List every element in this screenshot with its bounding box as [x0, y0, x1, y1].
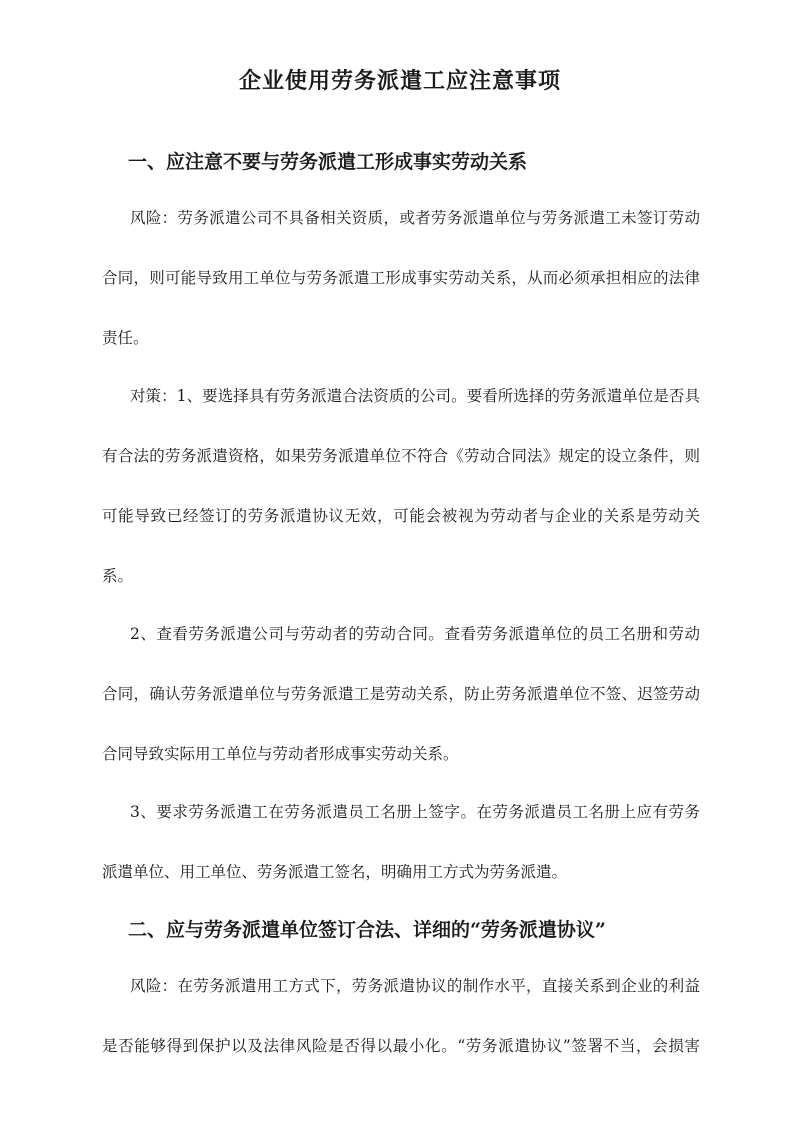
- paragraph-line: 可能导致已经签订的劳务派遣协议无效，可能会被视为劳动者与企业的关系是劳动关: [102, 507, 700, 525]
- paragraph-line: 是否能够得到保护以及法律风险是否得以最小化。“劳务派遣协议”签署不当，会损害: [102, 1037, 700, 1055]
- paragraph-line: 风险：在劳务派遣用工方式下，劳务派遣协议的制作水平，直接关系到企业的利益: [130, 977, 700, 995]
- paragraph-line: 3、要求劳务派遣工在劳务派遣员工名册上签字。在劳务派遣员工名册上应有劳务: [130, 803, 700, 821]
- section-2-heading: 二、应与劳务派遣单位签订合法、详细的“劳务派遣协议”: [128, 919, 606, 941]
- paragraph-line: 责任。: [102, 329, 149, 347]
- paragraph-line: 风险：劳务派遣公司不具备相关资质，或者劳务派遣单位与劳务派遣工未签订劳动: [130, 209, 700, 227]
- paragraph-line: 对策：1、要选择具有劳务派遣合法资质的公司。要看所选择的劳务派遣单位是否具: [130, 387, 700, 405]
- paragraph-line: 有合法的劳务派遣资格，如果劳务派遣单位不符合《劳动合同法》规定的设立条件，则: [102, 447, 700, 465]
- paragraph-line: 2、查看劳务派遣公司与劳动者的劳动合同。查看劳务派遣单位的员工名册和劳动: [130, 625, 700, 643]
- paragraph-line: 合同，确认劳务派遣单位与劳务派遣工是劳动关系，防止劳务派遣单位不签、迟签劳动: [102, 685, 700, 703]
- paragraph-line: 系。: [102, 567, 134, 585]
- paragraph-line: 合同导致实际用工单位与劳动者形成事实劳动关系。: [102, 745, 459, 763]
- paragraph-line: 派遣单位、用工单位、劳务派遣工签名，明确用工方式为劳务派遣。: [102, 863, 568, 881]
- section-1-heading: 一、应注意不要与劳务派遣工形成事实劳动关系: [128, 151, 528, 173]
- paragraph-line: 合同，则可能导致用工单位与劳务派遣工形成事实劳动关系，从而必须承担相应的法律: [102, 269, 700, 287]
- document-title: 企业使用劳务派遣工应注意事项: [238, 68, 561, 94]
